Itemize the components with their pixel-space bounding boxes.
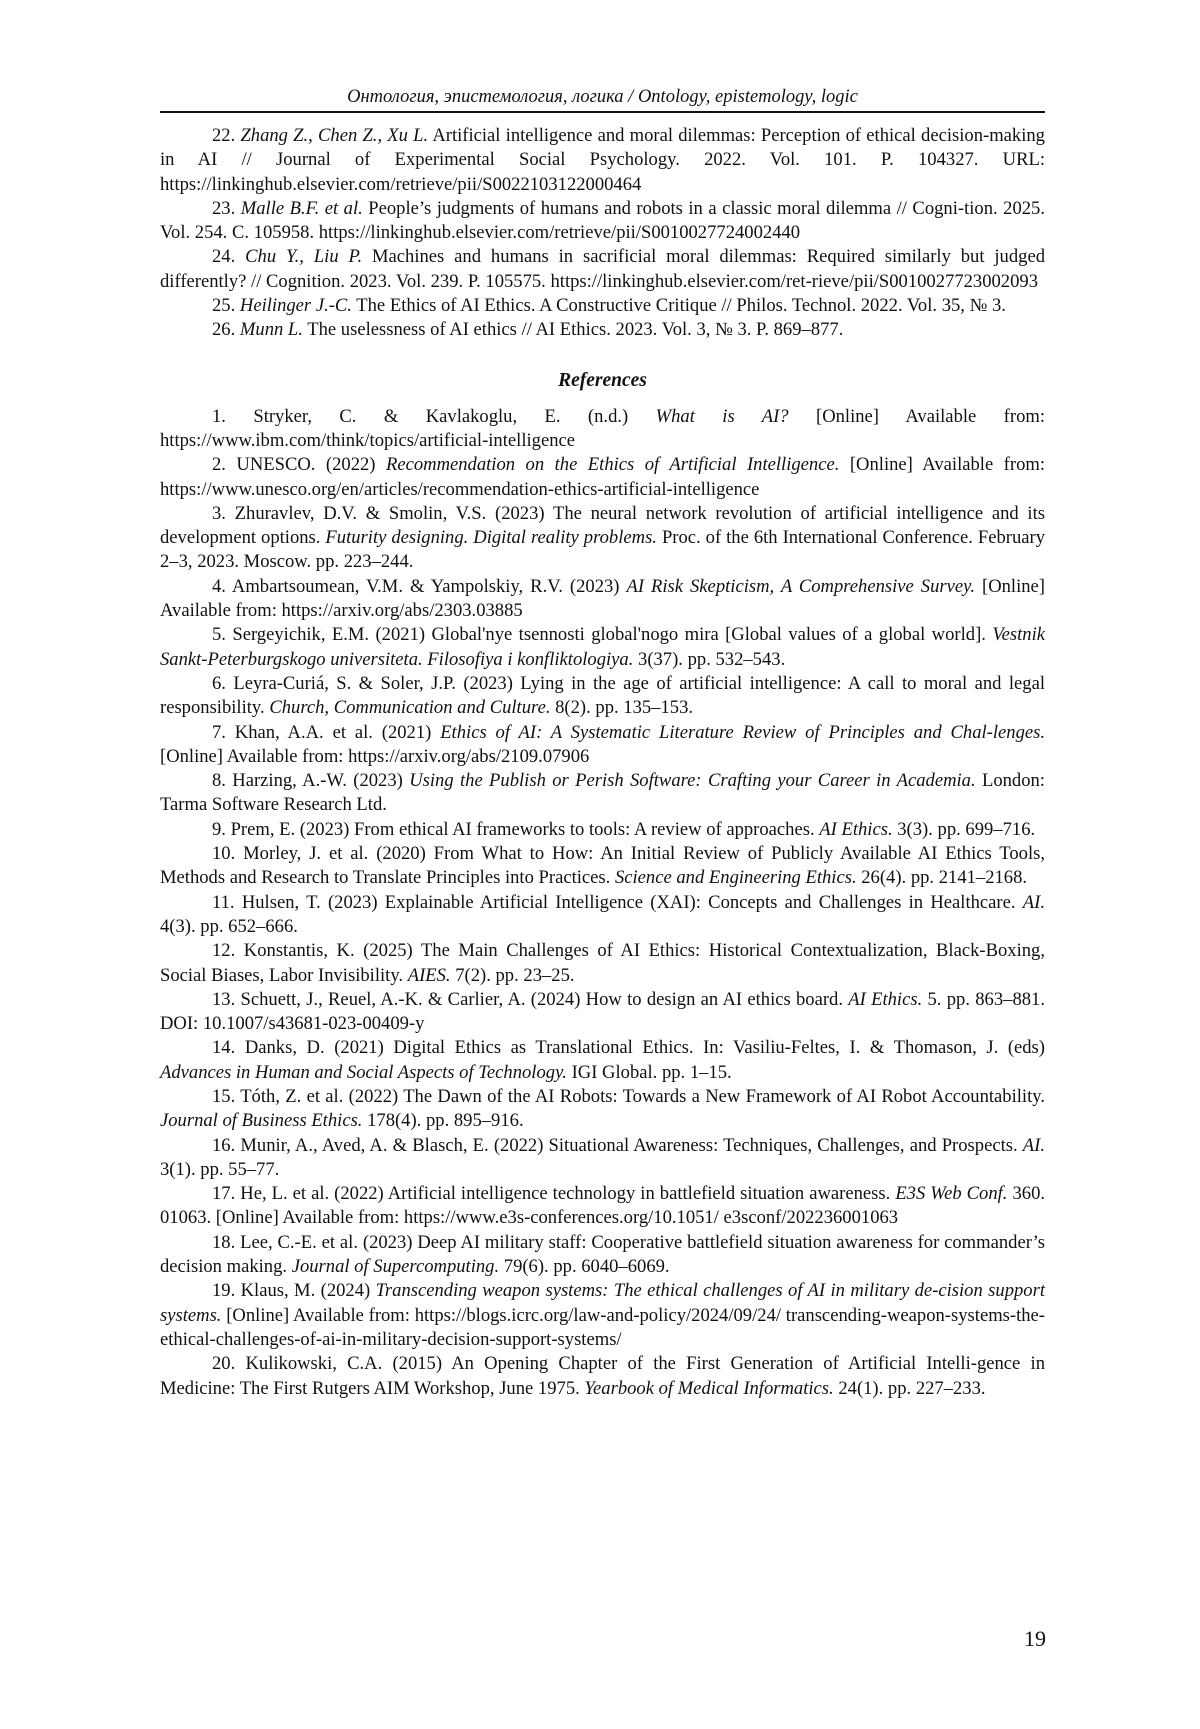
reference-item: 20. Kulikowski, C.A. (2015) An Opening Chapter of the First Generation of Artificial Intelli-gence in Medicine: The First Rutgers AIM Workshop, June 1975. Yearbook of Medical Informatics. 24(1). pp. 227–233. [160, 1353, 1045, 1399]
reference-source-title: What is AI? [655, 405, 789, 427]
reference-item: 7. Khan, A.A. et al. (2021) Ethics of AI: A Systematic Literature Review of Principles and Chal-lenges. [Online] Available from: https://arxiv.org/abs/2109.07906 [160, 721, 1045, 767]
reference-source-title: Yearbook of Medical Informatics. [584, 1377, 834, 1399]
reference-source-title: Advances in Human and Social Aspects of Technology. [160, 1061, 567, 1083]
reference-source-title: Futurity designing. Digital reality problems. [325, 527, 657, 549]
reference-source-title: Ethics of AI: A Systematic Literature Review of Principles and Chal-lenges. [440, 721, 1045, 743]
reference-item: 9. Prem, E. (2023) From ethical AI frameworks to tools: A review of approaches. AI Ethics. 3(3). pp. 699–716. [212, 818, 1036, 840]
running-header: Онтология, эпистемология, логика / Ontology, epistemology, logic [160, 86, 1045, 113]
reference-item: 22. Zhang Z., Chen Z., Xu L. Artificial intelligence and moral dilemmas: Perception of ethical decision-making in AI // Journal of Experimental Social Psychology. 2022. Vol. 101. P. 104327. URL: https://linkinghub.elsevier.com/retrieve/pii/S0022103122000464 [160, 125, 1045, 195]
reference-source-title: Vestnik Sankt-Peterburgskogo universiteta. Filosofiya i konfliktologiya. [160, 624, 1045, 670]
reference-source-title: Using the Publish or Perish Software: Crafting your Career in Academia. [409, 770, 976, 792]
reference-item: 25. Heilinger J.-C. The Ethics of AI Ethics. A Constructive Critique // Philos. Technol. 2022. Vol. 35, № 3. [212, 295, 1006, 317]
reference-source-title: Journal of Supercomputing. [291, 1256, 500, 1278]
reference-authors: Malle B.F. et al. [240, 197, 363, 219]
reference-authors: Munn L. [239, 319, 303, 341]
reference-item: 24. Chu Y., Liu P. Machines and humans in sacrificial moral dilemmas: Required similarly but judged differently? // Cognition. 2023. Vol. 239. P. 105575. https://linkinghub.elsevier.com/ret-rieve/pii/S0010027723002093 [160, 246, 1045, 292]
reference-authors: Zhang Z., Chen Z., Xu L. [240, 125, 429, 146]
reference-source-title: AI Risk Skepticism, A Comprehensive Survey. [626, 575, 976, 597]
reference-item: 11. Hulsen, T. (2023) Explainable Artificial Intelligence (XAI): Concepts and Challenges in Healthcare. AI. 4(3). pp. 652–666. [160, 891, 1045, 937]
russian-reference-list [160, 124, 1045, 343]
reference-item: 6. Leyra-Curiá, S. & Soler, J.P. (2023) Lying in the age of artificial intelligence: A call to moral and legal responsibility. Church, Communication and Culture. 8(2). pp. 135–153. [160, 672, 1045, 719]
reference-item: 16. Munir, A., Aved, A. & Blasch, E. (2022) Situational Awareness: Techniques, Challenges, and Prospects. AI. 3(1). pp. 55–77. [160, 1134, 1045, 1180]
page-body [160, 86, 1045, 1401]
page-number: 19 [1024, 1626, 1046, 1651]
references-list [160, 405, 1045, 1401]
reference-source-title: E3S Web Conf. [895, 1183, 1008, 1205]
reference-source-title: AI. [1022, 891, 1045, 913]
reference-source-title: AI Ethics. [819, 818, 893, 840]
reference-source-title: Science and Engineering Ethics. [614, 867, 857, 889]
reference-item: 23. Malle B.F. et al. People’s judgments of humans and robots in a classic moral dilemma // Cogni-tion. 2025. Vol. 254. C. 105958. https://linkinghub.elsevier.com/retrieve/pii/S0010027724002440 [160, 197, 1045, 244]
reference-source-title: Transcending weapon systems: The ethical challenges of AI in military de-cision support systems. [160, 1280, 1045, 1326]
reference-item: 10. Morley, J. et al. (2020) From What to How: An Initial Review of Publicly Available AI Ethics Tools, Methods and Research to Translate Principles into Practices. Science and Engineering Ethics. 26(4). pp. 2141–2168. [160, 843, 1045, 889]
reference-item: 17. He, L. et al. (2022) Artificial intelligence technology in battlefield situation awareness. E3S Web Conf. 360. 01063. [Online] Available from: https://www.e3s-conferences.org/10.1051/ e3sconf/202236001063 [160, 1183, 1046, 1229]
reference-authors: Chu Y., Liu P. [245, 246, 363, 268]
reference-item: 1. Stryker, C. & Kavlakoglu, E. (n.d.) What is AI? [Online] Available from: https://www.ibm.com/think/topics/artificial-intelligence [160, 405, 1045, 451]
reference-source-title: Journal of Business Ethics. [160, 1110, 363, 1132]
reference-item: 13. Schuett, J., Reuel, A.-K. & Carlier, A. (2024) How to design an AI ethics board. AI Ethics. 5. pp. 863–881. DOI: 10.1007/s43681-023-00409-y [160, 988, 1045, 1035]
reference-source-title: Recommendation on the Ethics of Artificial Intelligence. [385, 454, 840, 476]
reference-item: 8. Harzing, A.-W. (2023) Using the Publish or Perish Software: Crafting your Career in Academia. London: Tarma Software Research Ltd. [160, 770, 1045, 816]
reference-item: 4. Ambartsoumean, V.M. & Yampolskiy, R.V. (2023) AI Risk Skepticism, A Comprehensive Survey. [Online] Available from: https://arxiv.org/abs/2303.03885 [160, 575, 1045, 622]
reference-source-title: Church, Communication and Culture. [269, 697, 551, 719]
reference-item: 15. Tóth, Z. et al. (2022) The Dawn of the AI Robots: Towards a New Framework of AI Robot Accountability. Journal of Business Ethics. 178(4). pp. 895–916. [160, 1085, 1045, 1132]
reference-authors: Heilinger J.-C. [239, 295, 352, 317]
reference-source-title: AIES. [407, 964, 451, 986]
reference-item: 12. Konstantis, K. (2025) The Main Challenges of AI Ethics: Historical Contextualization, Black-Boxing, Social Biases, Labor Invisibility. AIES. 7(2). pp. 23–25. [160, 940, 1045, 986]
reference-item: 26. Munn L. The uselessness of AI ethics // AI Ethics. 2023. Vol. 3, № 3. P. 869–877. [212, 319, 844, 341]
reference-item: 3. Zhuravlev, D.V. & Smolin, V.S. (2023) The neural network revolution of artificial intelligence and its development options. Futurity designing. Digital reality problems. Proc. of the 6th International Conference. February 2–3, 2023. Moscow. pp. 223–244. [160, 502, 1045, 573]
reference-item: 18. Lee, C.-E. et al. (2023) Deep AI military staff: Cooperative battlefield situation awareness for commander’s decision making. Journal of Supercomputing. 79(6). pp. 6040–6069. [160, 1231, 1045, 1278]
reference-item: 14. Danks, D. (2021) Digital Ethics as Translational Ethics. In: Vasiliu-Feltes, I. & Thomason, J. (eds) Advances in Human and Social Aspects of Technology. IGI Global. pp. 1–15. [160, 1037, 1045, 1083]
reference-source-title: AI Ethics. [848, 988, 923, 1010]
reference-item: 5. Sergeyichik, E.M. (2021) Global'nye tsennosti global'nogo mira [Global values of a global world]. Vestnik Sankt-Peterburgskogo universiteta. Filosofiya i konfliktologiya. 3(37). pp. 532–543. [160, 624, 1045, 670]
references-heading: References [558, 369, 647, 391]
reference-item: 19. Klaus, M. (2024) Transcending weapon systems: The ethical challenges of AI in military de-cision support systems. [Online] Available from: https://blogs.icrc.org/law-and-policy/2024/09/24/ transcending-weapon-systems-the-ethical-challenges-of-ai-in-military-decision-support-systems/ [160, 1280, 1045, 1350]
reference-source-title: AI. [1022, 1134, 1045, 1156]
reference-item: 2. UNESCO. (2022) Recommendation on the Ethics of Artificial Intelligence. [Online] Available from: https://www.unesco.org/en/articles/recommendation-ethics-artificial-intelligence [160, 454, 1045, 500]
